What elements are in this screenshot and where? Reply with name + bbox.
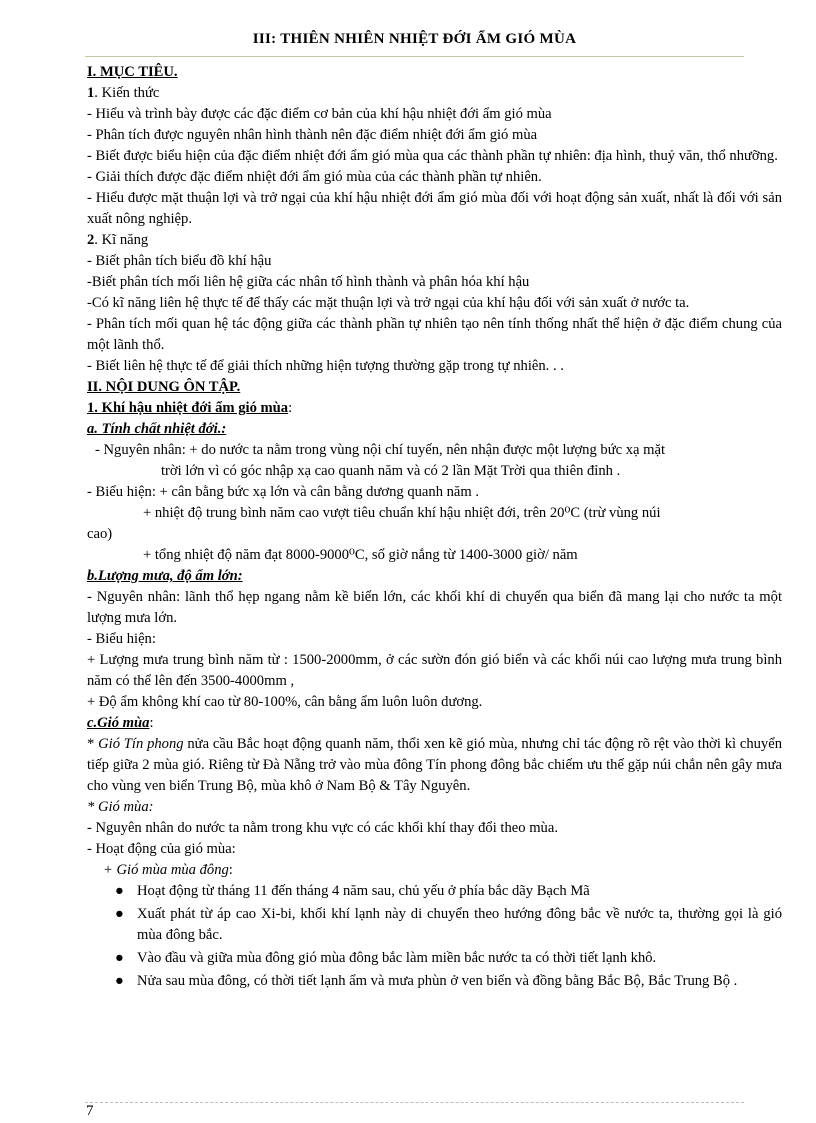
subsection-knowledge xyxy=(87,83,782,104)
knowledge-number: 1 xyxy=(87,85,95,101)
document-body xyxy=(87,62,782,994)
knowledge-item: - Biết được biểu hiện của đặc điểm nhiệt đới ẩm gió mùa qua các thành phần tự nhiên: địa hình, thuỷ văn, thổ nhưỡng. xyxy=(87,148,778,164)
tropical-sign-2: + nhiệt độ trung bình năm cao vượt tiêu chuẩn khí hậu nhiệt đới, trên 20⁰C (trừ vùng núi xyxy=(143,505,661,521)
monsoon-cause: - Nguyên nhân do nước ta nằm trong khu vực có các khối khí thay đổi theo mùa. xyxy=(87,820,558,836)
skill-item: - Biết liên hệ thực tế để giải thích những hiện tượng thường gặp trong tự nhiên. . . xyxy=(87,358,564,374)
page-header xyxy=(85,26,744,57)
header-title: III: THIÊN NHIÊN NHIỆT ĐỚI ẨM GIÓ MÙA xyxy=(252,31,577,47)
skills-label: . Kĩ năng xyxy=(94,232,149,248)
winter-monsoon-colon: : xyxy=(228,862,233,878)
skill-item: -Biết phân tích mối liên hệ giữa các nhân tố hình thành và phân hóa khí hậu xyxy=(87,274,530,290)
trade-wind-star: * xyxy=(87,736,99,752)
monsoon-colon: : xyxy=(149,715,154,731)
bullet-icon: ● xyxy=(115,950,124,966)
climate-title: 1. Khí hậu nhiệt đới ẩm gió mùa xyxy=(87,400,289,416)
knowledge-item: - Phân tích được nguyên nhân hình thành nên đặc điểm nhiệt đới ẩm gió mùa xyxy=(87,127,538,143)
trade-wind-text: nửa cầu Bắc hoạt động quanh năm, thổi xen kẽ gió mùa, nhưng chỉ tác động rõ rệt vào thời kì chuyển tiếp giữa 2 mùa gió. Riêng từ Đà Nẵng trở vào mùa đông Tín phong đông bắc chiếm ưu thế gặp núi chắn nên gây mưa cho vùng ven biển Trung Bộ, mùa khô ở Nam Bộ & Tây Nguyên. xyxy=(87,736,783,794)
heading-rainfall: b.Lượng mưa, độ ẩm lớn: xyxy=(87,568,243,584)
knowledge-item: - Giải thích được đặc điểm nhiệt đới ẩm gió mùa của các thành phần tự nhiên. xyxy=(87,169,542,185)
list-item-text: Hoạt động từ tháng 11 đến tháng 4 năm sau, chủ yếu ở phía bắc dãy Bạch Mã xyxy=(137,883,590,899)
list-item xyxy=(115,904,782,946)
section-title-review: II. NỘI DUNG ÔN TẬP. xyxy=(87,379,241,395)
heading-monsoon xyxy=(87,713,782,734)
subsection-climate xyxy=(87,398,782,419)
list-item-text: Nửa sau mùa đông, có thời tiết lạnh ẩm và mưa phùn ở ven biển và đồng bằng Bắc Bộ, Bắc Trung Bộ . xyxy=(137,973,738,989)
list-item xyxy=(115,948,782,969)
tropical-cause: - Nguyên nhân: + do nước ta nằm trong vùng nội chí tuyến, nên nhận được một lượng bức xạ mặt xyxy=(95,442,666,458)
section-title-objectives: I. MỤC TIÊU. xyxy=(87,64,178,80)
skill-item: - Phân tích mối quan hệ tác động giữa các thành phần tự nhiên tạo nên tính thống nhất thể hiện ở đặc điểm chung của một lãnh thổ. xyxy=(87,316,782,353)
winter-monsoon-title: + Gió mùa mùa đông xyxy=(103,862,229,878)
skill-item: - Biết phân tích biểu đồ khí hậu xyxy=(87,253,272,269)
knowledge-item: - Hiểu được mặt thuận lợi và trở ngại của khí hậu nhiệt đới ẩm gió mùa đối với hoạt động sản xuất, nhất là đối với sản xuất nông nghiệp. xyxy=(87,190,782,227)
skills-number: 2 xyxy=(87,232,95,248)
bullet-icon: ● xyxy=(115,906,124,922)
skill-item: -Có kĩ năng liên hệ thực tế để thấy các mặt thuận lợi và trở ngại của khí hậu đối với sản xuất ở nước ta. xyxy=(87,295,690,311)
rainfall-sign-2: + Độ ẩm không khí cao từ 80-100%, cân bằng ẩm luôn luôn dương. xyxy=(87,694,483,710)
climate-colon: : xyxy=(288,400,293,416)
knowledge-label: . Kiến thức xyxy=(94,85,160,101)
trade-wind-paragraph xyxy=(87,734,782,797)
monsoon-title: c.Gió mùa xyxy=(87,715,150,731)
subsection-skills xyxy=(87,230,782,251)
knowledge-item: - Hiểu và trình bày được các đặc điểm cơ bản của khí hậu nhiệt đới ẩm gió mùa xyxy=(87,106,552,122)
list-item xyxy=(115,971,782,992)
list-item-text: Xuất phát từ áp cao Xi-bi, khối khí lạnh này di chuyển theo hướng đông bắc về nước ta, thường gọi là gió mùa đông bắc. xyxy=(137,906,782,943)
rainfall-signs: - Biểu hiện: xyxy=(87,631,156,647)
list-item xyxy=(115,881,782,902)
tropical-cause-cont: trời lớn vì có góc nhập xạ cao quanh năm và có 2 lần Mặt Trời qua thiên đỉnh . xyxy=(161,463,621,479)
monsoon-subheading: * Gió mùa: xyxy=(87,799,154,815)
list-item-text: Vào đầu và giữa mùa đông gió mùa đông bắc làm miền bắc nước ta có thời tiết lạnh khô. xyxy=(137,950,657,966)
rainfall-cause: - Nguyên nhân: lãnh thổ hẹp ngang nằm kề biển lớn, các khối khí di chuyển qua biển đã mang lại cho nước ta một lượng mưa lớn. xyxy=(87,589,782,626)
winter-monsoon-list xyxy=(87,881,782,992)
winter-monsoon-heading xyxy=(87,860,782,881)
monsoon-activity: - Hoạt động của gió mùa: xyxy=(87,841,236,857)
rainfall-sign-1: + Lượng mưa trung bình năm từ : 1500-2000mm, ở các sườn đón gió biển và các khối núi cao lượng mưa trung bình năm có thể lên đến 3500-4000mm , xyxy=(87,652,782,689)
footer-divider xyxy=(85,1102,744,1103)
bullet-icon: ● xyxy=(115,883,124,899)
trade-wind-name: Gió Tín phong xyxy=(98,736,184,752)
tropical-sign-1: - Biểu hiện: + cân bằng bức xạ lớn và cân bằng dương quanh năm . xyxy=(87,484,480,500)
page-number: 7 xyxy=(86,1103,94,1119)
tropical-sign-3: + tổng nhiệt độ năm đạt 8000-9000⁰C, số giờ nắng từ 1400-3000 giờ/ năm xyxy=(143,547,578,563)
bullet-icon: ● xyxy=(115,973,124,989)
tropical-sign-2-cont: cao) xyxy=(87,526,113,542)
heading-tropical: a. Tính chất nhiệt đới.: xyxy=(87,421,227,437)
